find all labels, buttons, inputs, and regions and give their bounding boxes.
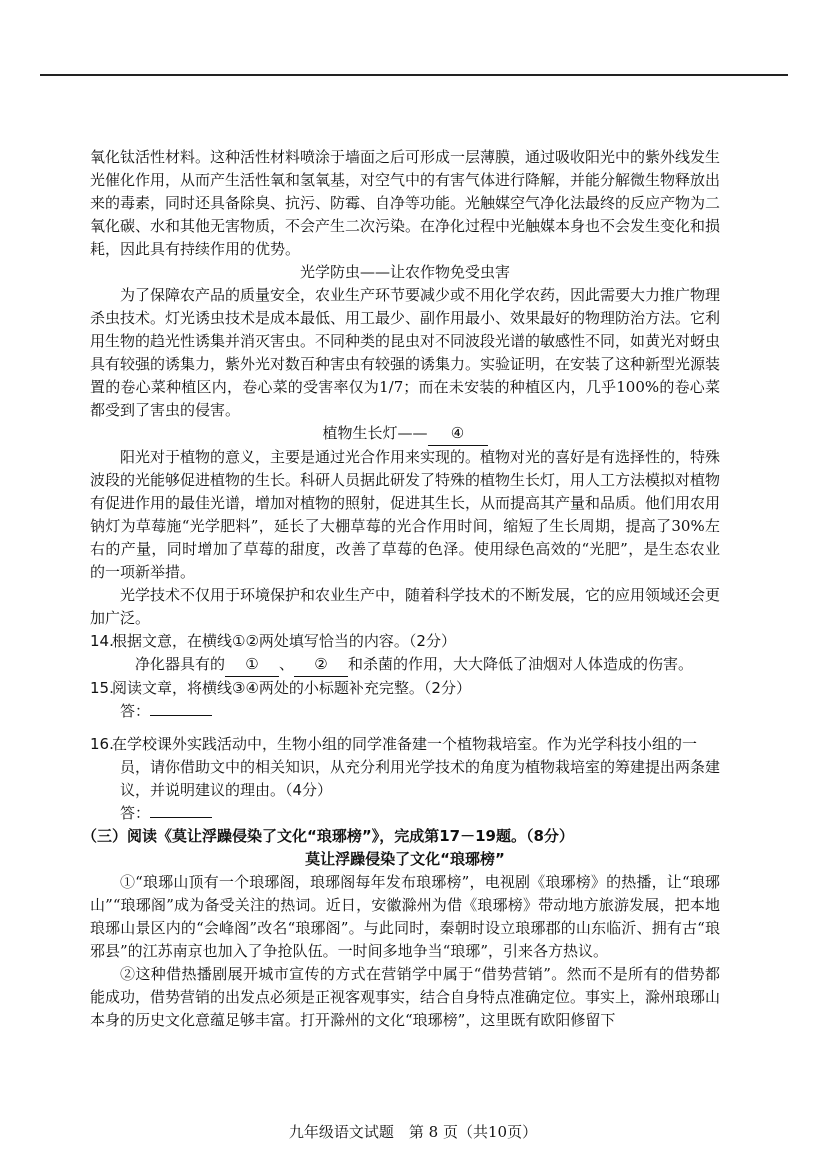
article-paragraph-grow-light: 阳光对于植物的意义，主要是通过光合作用来实现的。植物对光的喜好是有选择性的，特殊波段的光能够促进植物的生长。科研人员据此研发了特殊的植物生长灯，用人工方法模拟对植物有促进作用的最佳光谱，增加对植物的照射，促进其生长，从而提高其产量和品质。他们用农用钠灯为草莓施“光学肥料”，延长了大棚草莓的光合作用时间，缩短了生长周期，提高了30%左右的产量，同时增加了草莓的甜度，改善了草莓的色泽。使用绿色高效的“光肥”，是生态农业的一项新举措。 bbox=[90, 448, 721, 581]
article-title: 莫让浮躁侵染了文化“琅琊榜” bbox=[305, 850, 505, 868]
question-14-fill bbox=[90, 653, 720, 677]
answer-line-15 bbox=[90, 700, 720, 723]
answer-label: 答： bbox=[120, 804, 151, 822]
header-rule bbox=[40, 74, 788, 76]
subtitle-prefix: 植物生长灯—— bbox=[322, 424, 428, 442]
question-text: 根据文意，在横线①②两处填写恰当的内容。（2分） bbox=[112, 632, 456, 650]
article-paragraph-conclusion: 光学技术不仅用于环境保护和农业生产中，随着科学技术的不断发展，它的应用领域还会更加广泛。 bbox=[90, 586, 721, 627]
section-3-paragraph-2: ②这种借热播剧展开城市宣传的方式在营销学中属于“借势营销”。然而不是所有的借势都能成功，借势营销的出发点必须是正视客观事实，结合自身特点准确定位。事实上，滁州琅琊山本身的历史文化意蕴足够丰富。打开滁州的文化“琅琊榜”，这里既有欧阳修留下 bbox=[90, 965, 721, 1029]
question-number: 16. bbox=[90, 735, 114, 753]
article-paragraph-intro: 氧化钛活性材料。这种活性材料喷涂于墙面之后可形成一层薄膜，通过吸收阳光中的紫外线发生光催化作用，从而产生活性氧和氢氧基，对空气中的有害气体进行降解，并能分解微生物释放出来的毒素，同时还具备除臭、抗污、防霉、自净等功能。光触媒空气净化法最终的反应产物为二氧化碳、水和其他无害物质，不会产生二次污染。在净化过程中光触媒本身也不会发生变化和损耗，因此具有持续作用的优势。 bbox=[90, 148, 721, 258]
section-3-header: （三）阅读《莫让浮躁侵染了文化“琅琊榜”》，完成第17－19题。（8分） bbox=[82, 827, 574, 845]
question-number: 14. bbox=[90, 632, 114, 650]
question-14 bbox=[90, 630, 720, 653]
page-footer: 九年级语文试题 第 8 页（共10页） bbox=[288, 1123, 538, 1141]
exam-page bbox=[82, 146, 721, 1032]
fill-text: 净化器具有的 bbox=[135, 655, 226, 673]
blank-1[interactable]: ① bbox=[225, 653, 279, 677]
question-15 bbox=[90, 677, 720, 700]
fill-separator: 、 bbox=[279, 655, 295, 673]
subtitle-optical-pest-control: 光学防虫——让农作物免受虫害 bbox=[299, 263, 510, 281]
blank-4: ④ bbox=[428, 422, 488, 446]
question-16 bbox=[90, 733, 720, 802]
question-text: 阅读文章，将横线③④两处的小标题补充完整。（2分） bbox=[112, 679, 471, 697]
answer-label: 答： bbox=[120, 702, 151, 720]
blank-2[interactable]: ② bbox=[294, 653, 348, 677]
answer-blank[interactable] bbox=[150, 817, 212, 818]
question-number: 15. bbox=[90, 679, 114, 697]
section-3-paragraph-1: ①“琅琊山顶有一个琅琊阁，琅琊阁每年发布琅琊榜”，电视剧《琅琊榜》的热播，让“琅琊山”“琅琊阁”成为备受关注的热词。近日，安徽滁州为借《琅琊榜》带动地方旅游发展，把本地琅琊山景区内的“会峰阁”改名“琅琊阁”。与此同时，秦朝时设立琅琊郡的山东临沂、拥有古“琅邪县”的江苏南京也加入了争抢队伍。一时间多地争当“琅琊”，引来各方热议。 bbox=[90, 873, 720, 960]
question-text: 在学校课外实践活动中，生物小组的同学准备建一个植物栽培室。作为光学科技小组的一员，请你借助文中的相关知识，从充分利用光学技术的角度为植物栽培室的筹建提出两条建议，并说明建议的理由。（4分） bbox=[112, 735, 721, 799]
subtitle-plant-grow-light bbox=[90, 422, 720, 446]
article-paragraph-pest: 为了保障农产品的质量安全，农业生产环节要减少或不用化学农药，因此需要大力推广物理杀虫技术。灯光诱虫技术是成本最低、用工最少、副作用最小、效果最好的物理防治方法。它利用生物的趋光性诱集并消灭害虫。不同种类的昆虫对不同波段光谱的敏感性不同，如黄光对蚜虫具有较强的诱集力，紫外光对数百种害虫有较强的诱集力。实验证明，在安装了这种新型光源装置的卷心菜种植区内，卷心菜的受害率仅为1/7；而在未安装的种植区内，几乎100%的卷心菜都受到了害虫的侵害。 bbox=[90, 286, 721, 419]
answer-line-16 bbox=[90, 802, 720, 825]
fill-text: 和杀菌的作用，大大降低了油烟对人体造成的伤害。 bbox=[348, 655, 694, 673]
answer-blank[interactable] bbox=[150, 715, 212, 716]
